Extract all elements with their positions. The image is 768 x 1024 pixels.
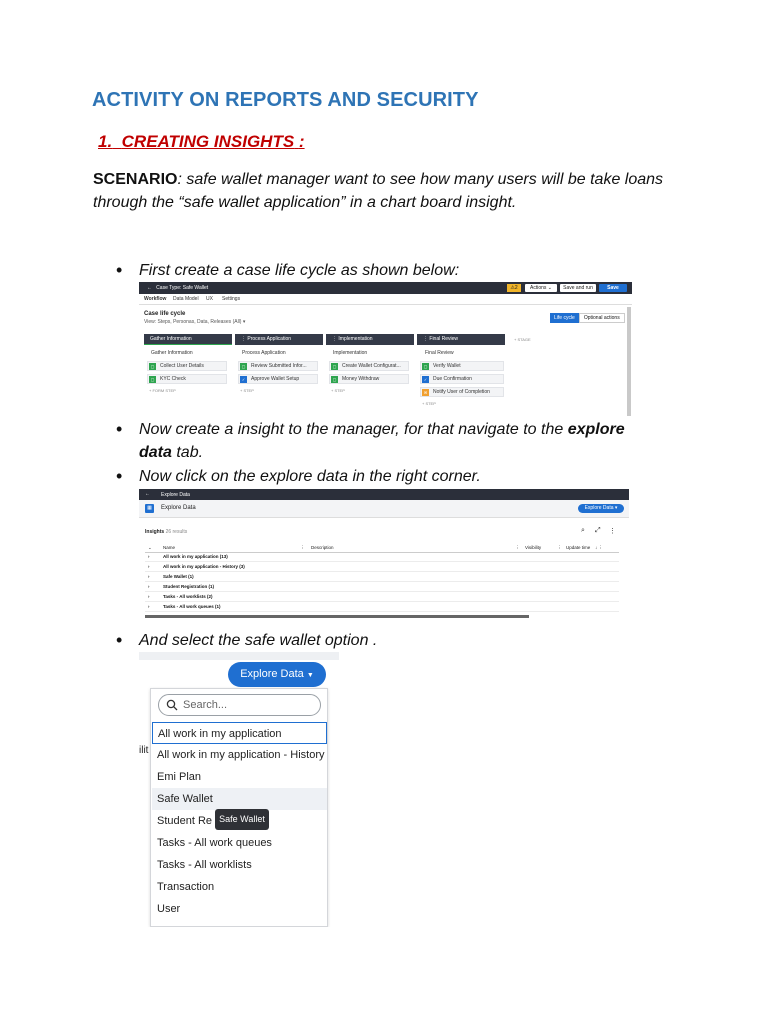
scenario-label: SCENARIO	[93, 171, 178, 188]
add-form-step: + FORM STEP	[149, 388, 176, 393]
step-item: ▢ Create Wallet Configurat...	[329, 361, 409, 371]
section-heading	[98, 132, 305, 152]
toggle-lifecycle: Life cycle	[550, 313, 579, 323]
toggle-optional-actions: Optional actions	[579, 313, 625, 323]
form-icon: ▢	[150, 364, 155, 369]
table-row: › Safe Wallet (1)	[145, 572, 619, 582]
step-item: ▢ Money Withdraw	[329, 374, 409, 384]
explore-topbar: ← Explore Data	[139, 489, 629, 500]
save-button: Save	[599, 284, 627, 292]
scenario-paragraph	[93, 168, 693, 214]
notify-icon: ✉	[423, 390, 428, 395]
explore-dropdown-screenshot	[139, 652, 339, 927]
explore-header	[139, 500, 629, 518]
bullet-1-text: First create a case life cycle as shown below:	[139, 262, 460, 279]
table-row: › All work in my application (13)	[145, 552, 619, 562]
approval-icon: ✓	[241, 377, 246, 382]
explore-data-button: Explore Data ▼	[228, 662, 326, 687]
bullet-2-bold-data: data	[139, 444, 172, 461]
lifecycle-heading: Case life cycle	[144, 311, 186, 317]
step-item: ✓ Approve Wallet Setup	[238, 374, 318, 384]
tab-settings: Settings	[222, 296, 241, 302]
view-toggle	[550, 313, 625, 323]
explore-data-screenshot	[139, 489, 629, 627]
form-icon: ▢	[150, 377, 155, 382]
add-stage: + STAGE	[514, 337, 531, 342]
lifecycle-subheading: View: Steps, Personas, Data, Releases (All) ▾	[144, 319, 246, 325]
document-title: ACTIVITY ON REPORTS AND SECURITY	[92, 89, 479, 111]
search-input: Search...	[158, 694, 321, 716]
add-step: + STEP	[240, 388, 254, 393]
option-tasks-worklists: Tasks - All worklists	[157, 859, 252, 871]
bullet-2-bold-explore: explore	[567, 421, 625, 438]
table-row: › Tasks - All worklists (2)	[145, 592, 619, 602]
bullet-2-text: Now create a insight to the manager, for that navigate to the explore data tab.	[139, 421, 625, 461]
stage-header: Gather Information	[144, 334, 232, 345]
search-icon	[166, 699, 178, 711]
table-row: › All work in my application - History (3)	[145, 562, 619, 572]
option-safe-wallet: Safe Wallet	[152, 788, 327, 810]
add-step: + STEP	[331, 388, 345, 393]
scrollbar	[627, 307, 631, 416]
step-item: ▢ KYC Check	[147, 374, 227, 384]
form-icon: ▢	[332, 364, 337, 369]
option-all-work-history: All work in my application - History	[157, 749, 325, 761]
lifecycle-topbar-title: ← Case Type: Safe Wallet	[147, 285, 209, 291]
caret-down-icon: ▼	[306, 672, 314, 679]
stage-header: ⋮ Final Review	[417, 334, 505, 345]
option-tasks-work-queues: Tasks - All work queues	[157, 837, 272, 849]
background-strip	[139, 652, 339, 660]
form-icon: ▢	[241, 364, 246, 369]
form-icon: ▢	[423, 364, 428, 369]
step-item: ✉ Notify User of Completion	[420, 387, 504, 397]
stage-name: Gather Information	[151, 350, 193, 356]
horizontal-scrollbar	[145, 615, 529, 618]
option-all-work: All work in my application	[152, 722, 327, 744]
case-lifecycle-screenshot	[139, 282, 632, 416]
tab-workflow: Workflow	[144, 296, 167, 302]
warning-badge: ⚠2	[507, 284, 521, 292]
stage-header: ⋮ Implementation	[326, 334, 414, 345]
table-row: › Student Registration (1)	[145, 582, 619, 592]
step-item: ✓ Due Confirmation	[420, 374, 504, 384]
collapse-all-icon: ⌄	[148, 545, 152, 550]
explore-dropdown-menu	[150, 688, 328, 927]
search-icon: ⌕	[581, 527, 585, 534]
bullet-3-text: Now click on the explore data in the right corner.	[139, 468, 481, 485]
approval-icon: ✓	[423, 377, 428, 382]
bullet-marker: •	[116, 419, 123, 439]
option-user: User	[157, 903, 181, 915]
bullet-marker: •	[116, 466, 123, 486]
scenario-line-2: through the “safe wallet application” in a chart board insight.	[93, 194, 517, 211]
stage-name: Process Application	[242, 350, 286, 356]
safe-wallet-tooltip: Safe Wallet	[215, 809, 269, 830]
section-heading-text: CREATING INSIGHTS	[121, 132, 295, 151]
form-icon: ▢	[332, 377, 337, 382]
more-icon: ⋮	[609, 528, 616, 535]
section-colon: :	[298, 132, 305, 151]
insights-label: Insights 26 results	[145, 529, 188, 535]
stage-name: Implementation	[333, 350, 368, 356]
option-student-registration: Student Re	[157, 815, 213, 827]
option-emi-plan: Emi Plan	[157, 771, 202, 783]
stage-header: ⋮ Process Application	[235, 334, 323, 345]
stage-name: Final Review	[425, 350, 454, 356]
actions-button: Actions ⌄	[525, 284, 557, 292]
add-step: + STEP	[422, 401, 436, 406]
expand-icon: ⤢	[595, 527, 601, 534]
explore-icon: ▦	[145, 504, 154, 513]
bullet-marker: •	[116, 630, 123, 650]
section-number: 1.	[98, 132, 113, 151]
lifecycle-topbar	[139, 282, 632, 294]
tab-data-model: Data Model	[173, 296, 199, 302]
step-item: ▢ Collect User Details	[147, 361, 227, 371]
tab-ux: UX	[206, 296, 213, 302]
step-item: ▢ Verify Wallet	[420, 361, 504, 371]
bullet-4-text: And select the safe wallet option .	[139, 632, 378, 649]
option-transaction: Transaction	[157, 881, 215, 893]
save-and-run-button: Save and run	[560, 284, 596, 292]
table-row: › Tasks - All work queues (1)	[145, 602, 619, 612]
insights-column-headers: ⌄ Name ⋮ Description ⋮ Visibility ⋮ Update time ↓ ⋮	[145, 543, 619, 553]
clipped-column-text: ilit	[139, 745, 149, 756]
bullet-marker: •	[116, 260, 123, 280]
step-item: ▢ Review Submitted Infor...	[238, 361, 318, 371]
explore-header-title: Explore Data	[161, 505, 196, 511]
lifecycle-tabs	[139, 294, 632, 305]
explore-data-button: Explore Data ▾	[578, 504, 624, 513]
scenario-line-1: : safe wallet manager want to see how many users will be take loans	[177, 171, 664, 188]
